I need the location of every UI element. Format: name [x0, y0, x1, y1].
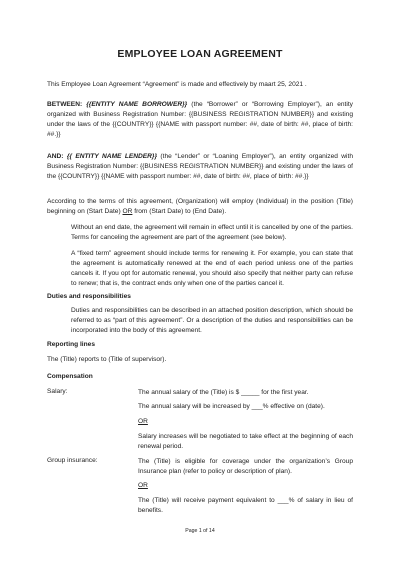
terms-paragraph	[47, 197, 353, 217]
between-label: BETWEEN:	[47, 101, 83, 108]
reporting-paragraph: The (Title) reports to (Title of supervisor).	[47, 356, 167, 363]
between-text: (the “Borrower” or “Borrowing Employer”), an entity organized with Business Registration Number: {{BUSINESS REGISTRATION NUMBER}} and existing under the laws of the {{COUNTRY}} {{NAME with passport number: ##, date of birth: ##, place of birth: ##.}}	[47, 101, 353, 138]
and-label: AND:	[47, 153, 64, 160]
terms-pre: According to the terms of this agreement, (Organization) will employ (Individual) in the position (Title) beginning on (Start Date)	[47, 198, 353, 215]
and-text: (the “Lender” or “Loaning Employer”), an entity organized with Business Registration Number: {{BUSINESS REGISTRATION NUMBER}} and existing under the laws of the {{COUNTRY}} {{NAME with passport number: ##, date of birth: ##, place of birth: ##.}}	[47, 153, 353, 180]
salary-or: OR	[138, 418, 148, 425]
salary-line-3: Salary increases will be negotiated to take effect at the beginning of each renewal period.	[138, 433, 353, 450]
terms-post: from (Start Date) to (End Date).	[132, 208, 227, 215]
no-end-date-paragraph: Without an end date, the agreement will remain in effect until it is cancelled by one of the parties. Terms for canceling the agreement are part of the agreement (see below).	[71, 224, 353, 241]
salary-line-2: The annual salary will be increased by ___% effective on (date).	[138, 403, 325, 410]
lender-name: {{ ENTITY NAME LENDER}}	[66, 153, 158, 160]
reporting-heading: Reporting lines	[47, 341, 95, 348]
and-paragraph	[47, 152, 353, 182]
salary-label: Salary:	[47, 388, 68, 395]
between-paragraph	[47, 100, 353, 140]
insurance-label: Group insurance:	[47, 457, 98, 464]
insurance-line-2: The (Title) will receive payment equivalent to ___% of salary in lieu of benefits.	[138, 497, 353, 514]
page-number: Page 1 of 14	[185, 528, 215, 534]
document-title: EMPLOYEE LOAN AGREEMENT	[117, 48, 283, 60]
compensation-heading: Compensation	[47, 373, 93, 380]
borrower-name: {{ENTITY NAME BORROWER}}	[86, 101, 188, 108]
intro-paragraph: This Employee Loan Agreement “Agreement” is made and effectively by maart 25, 2021 .	[47, 81, 307, 88]
duties-heading: Duties and responsibilities	[47, 293, 131, 300]
insurance-or: OR	[138, 482, 148, 489]
duties-paragraph: Duties and responsibilities can be described in an attached position description, which should be referred to as “part of this agreement”. Or a description of the duties and responsibilities can be incorporated into the body of this agreement.	[71, 307, 353, 334]
terms-or: OR	[122, 208, 133, 215]
insurance-line-1: The (Title) is eligible for coverage under the organization’s Group Insurance plan (refer to policy or description of plan).	[138, 458, 353, 475]
fixed-term-paragraph: A “fixed term” agreement should include terms for renewing it. For example, you can state that the agreement is automatically renewed at the end of each period unless one of the parties cancels it. If you opt for automatic renewal, you should also specify that neither party can refuse to renew; that is, the contract ends only when one of the parties cancel it.	[71, 250, 353, 287]
salary-line-1: The annual salary of the (Title) is $ _____ for the first year.	[138, 389, 309, 396]
